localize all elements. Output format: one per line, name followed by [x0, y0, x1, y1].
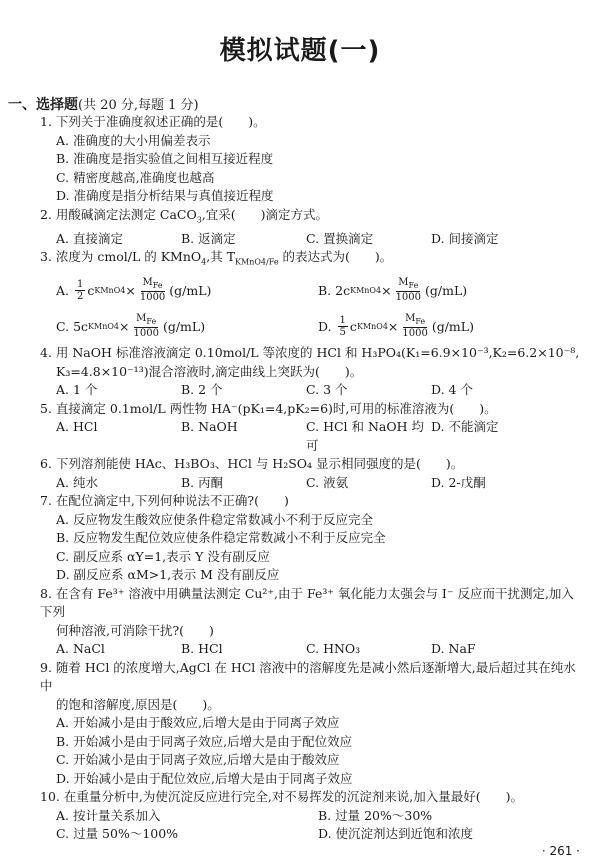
option-c: C. 开始减小是由于同离子效应,后增大是由于酸效应 [56, 752, 340, 767]
option-d: D. 4 个 [431, 382, 473, 397]
option-d: D. 不能滴定 [431, 419, 499, 434]
option-label: B. 2 [318, 282, 344, 298]
options-row [40, 807, 580, 826]
option-c: C. 副反应系 αY=1,表示 Y 没有副反应 [56, 548, 270, 564]
question-1 [40, 113, 580, 206]
stem-subscript: 4 [201, 257, 207, 267]
question-stem-continued: 何种溶液,可消除干扰?( ) [56, 622, 214, 638]
option-a: A. 纯水 [56, 474, 98, 490]
page-number: · 261 · [541, 844, 580, 858]
question-stem: 5. 直接滴定 0.1mol/L 两性物 HA⁻(pK₁=4,pK₂=6)时,可用的标准溶液为( )。 [40, 400, 497, 416]
option-c: C. HNO₃ [306, 641, 361, 656]
question-stem: 8. 在含有 Fe³⁺ 溶液中用碘量法测定 Cu²⁺,由于 Fe³⁺ 氧化能力太强会与 I⁻ 反应而干扰测定,加入下列 [40, 585, 574, 619]
option-a: A. 准确度的大小用偏差表示 [56, 132, 211, 148]
option-c: C. 3 个 [306, 382, 348, 397]
question-7 [40, 492, 580, 585]
option-b: B. 2 c KMnO4 × $\frac{M_{Fe}}{1000}$ (g/mL) [318, 277, 468, 303]
option-b: B. 反应物发生配位效应使条件稳定常数减小不利于反应完全 [56, 530, 386, 545]
stem-text: 2. 用酸碱滴定法测定 CaCO [40, 206, 197, 222]
question-stem [40, 206, 580, 230]
stem-subscript: 3 [196, 215, 202, 224]
option-b: B. 开始减小是由于同离子效应,后增大是由于配位效应 [56, 733, 353, 749]
option-c: C. 5 c KMnO4 × $\frac{M_{Fe}}{1000}$ (g/mL) [56, 313, 206, 339]
coefficient-fraction: $\frac{1}{5}$ [339, 314, 346, 338]
option-d: D. $\frac{1}{5}$ c KMnO4 × $\frac{M_{Fe}}{1000}$ (g/mL) [318, 313, 474, 339]
question-10 [40, 788, 580, 844]
option-b: B. 返滴定 [181, 230, 236, 246]
options-row [40, 825, 580, 844]
question-stem: 1. 下列关于准确度叙述正确的是( )。 [40, 114, 266, 129]
option-label: D. [318, 318, 332, 334]
question-stem: 10. 在重量分析中,为使沉淀反应进行完全,对不易挥发的沉淀剂来说,加入量最好( )。 [40, 789, 524, 804]
option-label: A. [56, 282, 70, 298]
option-b: B. HCl [181, 641, 223, 656]
option-a: A. 反应物发生酸效应使条件稳定常数减小不利于反应完全 [56, 511, 373, 527]
option-d: D. 2-戊酮 [431, 474, 486, 490]
stem-subscript: KMnO4/Fe [235, 257, 279, 267]
option-c: C. HCl 和 NaOH 均可 [306, 419, 424, 453]
option-d: D. 准确度是指分析结果与真值接近程度 [56, 188, 274, 203]
option-d: D. 副反应系 αM>1,表示 M 没有副反应 [56, 567, 280, 582]
molar-mass-fraction: $\frac{M_{Fe}}{1000}$ [402, 313, 428, 339]
section-heading [8, 94, 199, 114]
section-label: 一、选择题 [8, 97, 78, 113]
question-3 [40, 248, 580, 344]
option-b: B. 过量 20%～30% [318, 807, 433, 823]
question-list [40, 113, 580, 844]
option-c: C. 置换滴定 [306, 230, 374, 246]
option-a: A. 开始减小是由于酸效应,后增大是由于同离子效应 [56, 715, 340, 730]
option-a: A. 按计量关系加入 [56, 807, 161, 823]
options-row [40, 230, 580, 249]
options-row [40, 308, 580, 344]
molar-mass-fraction: $\frac{M_{Fe}}{1000}$ [139, 277, 166, 303]
option-a: A. HCl [56, 419, 98, 434]
option-a: A. NaCl [56, 641, 105, 656]
options-row [40, 418, 580, 455]
question-5 [40, 400, 580, 456]
stem-text: 3. 浓度为 cmol/L 的 KMnO [40, 249, 202, 264]
molar-mass-fraction: $\frac{M_{Fe}}{1000}$ [133, 313, 159, 339]
options-row [40, 640, 580, 659]
option-c: C. 过量 50%～100% [56, 826, 179, 841]
question-8 [40, 585, 580, 659]
option-d: D. 间接滴定 [431, 230, 499, 246]
stem-text: 的表达式为( )。 [278, 249, 393, 264]
options-row [40, 381, 580, 400]
question-stem: 6. 下列溶剂能使 HAc、H₃BO₃、HCl 与 H₂SO₄ 显示相同强度的是( )。 [40, 456, 464, 471]
option-b: B. NaOH [181, 419, 238, 434]
option-b: B. 准确度是指实验值之间相互接近程度 [56, 151, 274, 166]
option-label: C. 5 [56, 318, 82, 334]
question-stem-continued: K₃=4.8×10⁻¹³)混合溶液时,滴定曲线上突跃为( )。 [56, 363, 363, 379]
question-stem: 7. 在配位滴定中,下列何种说法不正确?( ) [40, 493, 289, 508]
question-stem: 4. 用 NaOH 标准溶液滴定 0.10mol/L 等浓度的 HCl 和 H₃PO₄(K₁=6.9×10⁻³,K₂=6.2×10⁻⁸, [40, 345, 580, 360]
option-b: B. 丙酮 [181, 474, 224, 490]
question-stem-continued: 的饱和溶解度,原因是( )。 [56, 696, 220, 712]
question-2 [40, 206, 580, 249]
option-a: A. 直接滴定 [56, 230, 123, 246]
question-9 [40, 659, 580, 789]
question-4 [40, 344, 580, 400]
question-stem: 9. 随着 HCl 的浓度增大,AgCl 在 HCl 溶液中的溶解度先是减小然后逐渐增大,最后超过其在纯水中 [40, 659, 576, 693]
option-d: D. 使沉淀剂达到近饱和浓度 [318, 826, 474, 841]
coefficient-fraction: $\frac{1}{2}$ [77, 278, 84, 302]
option-d: D. NaF [431, 641, 476, 656]
page-title: 模拟试题(一) [219, 36, 381, 66]
option-c: C. 精密度越高,准确度也越高 [56, 169, 215, 185]
question-6 [40, 455, 580, 492]
option-d: D. 开始减小是由于配位效应,后增大是由于同离子效应 [56, 770, 353, 786]
option-c: C. 液氨 [306, 474, 349, 490]
question-stem [40, 248, 580, 272]
option-a: A. 1 个 [56, 382, 98, 397]
options-row [40, 272, 580, 308]
options-row [40, 474, 580, 493]
option-a: A. $\frac{1}{2}$ c KMnO4 × $\frac{M_{Fe}}{1000}$ (g/mL) [56, 277, 212, 303]
stem-text: ,其 T [206, 249, 236, 264]
option-b: B. 2 个 [181, 382, 223, 397]
molar-mass-fraction: $\frac{M_{Fe}}{1000}$ [395, 277, 422, 303]
section-subtitle: (共 20 分,每题 1 分) [78, 98, 199, 113]
stem-text: ,宜采( )滴定方式。 [201, 206, 329, 222]
